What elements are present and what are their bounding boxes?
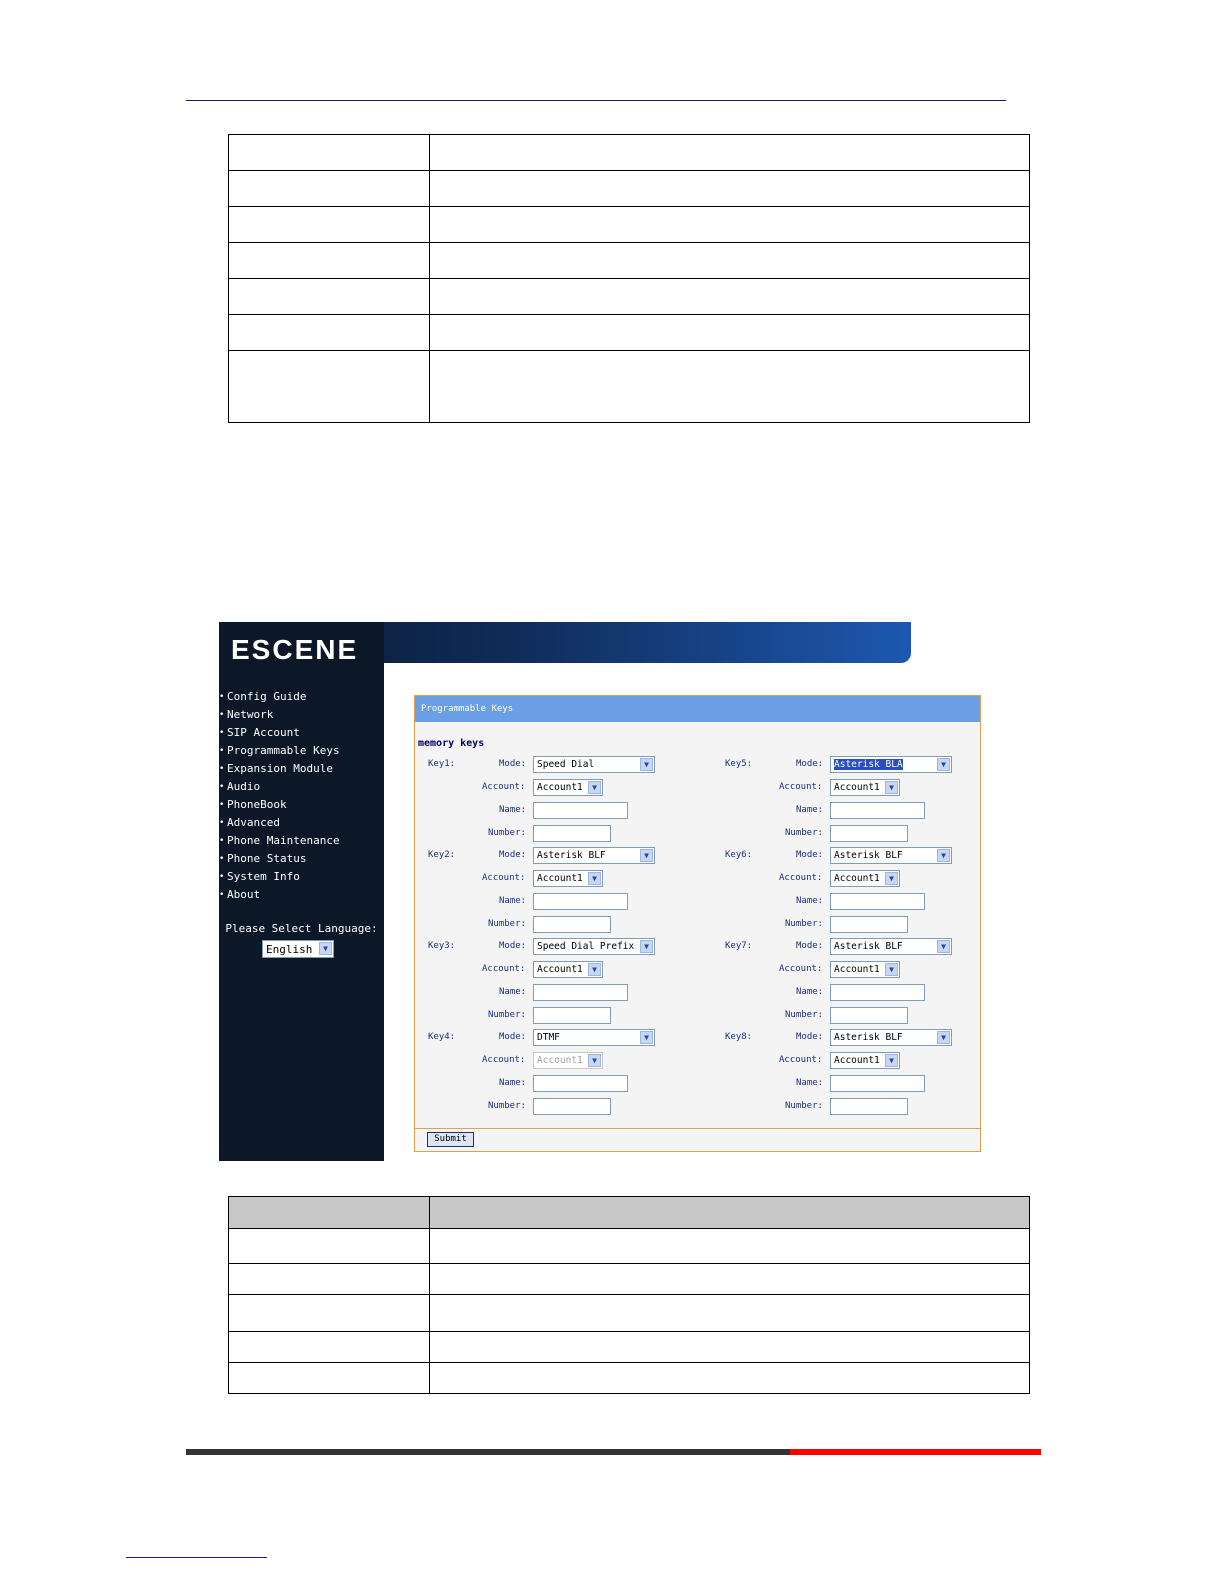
name-label: Name: [499, 987, 527, 997]
account-select-value: Account1 [834, 1055, 880, 1066]
number-input[interactable] [830, 1098, 908, 1115]
sidebar-item-label: PhoneBook [227, 798, 287, 811]
sidebar-item[interactable] [219, 868, 384, 886]
key-label: Key1: [428, 759, 456, 769]
sidebar-item[interactable] [219, 742, 384, 760]
sidebar-item-label: Network [227, 708, 274, 721]
name-input[interactable] [533, 802, 628, 819]
mode-select-value: Speed Dial Prefix [537, 941, 635, 952]
account-select[interactable] [830, 1052, 900, 1069]
bullet-icon: • [219, 746, 225, 756]
chevron-down-icon[interactable]: ▼ [640, 758, 653, 771]
language-label: Please Select Language: [225, 922, 378, 935]
sidebar-item-label: Programmable Keys [227, 744, 340, 757]
name-label: Name: [499, 1078, 527, 1088]
key-label: Key8: [725, 1032, 753, 1042]
key-label: Key7: [725, 941, 753, 951]
name-label: Name: [499, 896, 527, 906]
chevron-down-icon[interactable]: ▼ [885, 963, 898, 976]
name-label: Name: [796, 896, 824, 906]
sidebar-item-label: Phone Status [227, 852, 307, 865]
sidebar-item[interactable] [219, 778, 384, 796]
sidebar-item[interactable] [219, 814, 384, 832]
mode-select[interactable] [533, 1029, 655, 1046]
name-input[interactable] [830, 1075, 925, 1092]
mode-select[interactable] [830, 847, 952, 864]
chevron-down-icon[interactable]: ▼ [885, 781, 898, 794]
account-select [533, 1052, 603, 1069]
section-title: memory keys [418, 738, 485, 749]
sidebar-item-label: Config Guide [227, 690, 307, 703]
account-select-value: Account1 [537, 1055, 583, 1066]
name-label: Name: [796, 987, 824, 997]
bullet-icon: • [219, 764, 225, 774]
mode-label: Mode: [499, 941, 527, 951]
chevron-down-icon[interactable]: ▼ [885, 872, 898, 885]
name-label: Name: [499, 805, 527, 815]
mode-select-value: Asterisk BLF [834, 941, 903, 952]
account-select[interactable] [830, 779, 900, 796]
account-select-value: Account1 [834, 964, 880, 975]
sidebar-item[interactable] [219, 832, 384, 850]
number-input[interactable] [533, 916, 611, 933]
account-select[interactable] [830, 870, 900, 887]
content-corner [384, 663, 911, 687]
mode-label: Mode: [499, 1032, 527, 1042]
name-label: Name: [796, 805, 824, 815]
account-label: Account: [482, 873, 526, 883]
mode-select-value: DTMF [537, 1032, 560, 1043]
chevron-down-icon: ▼ [588, 1054, 601, 1067]
account-select-value: Account1 [537, 782, 583, 793]
mode-select-value: Speed Dial [537, 759, 595, 770]
number-label: Number: [488, 1101, 526, 1111]
sidebar-item[interactable] [219, 706, 384, 724]
number-input[interactable] [830, 825, 908, 842]
mode-select-value: Asterisk BLF [834, 850, 903, 861]
bullet-icon: • [219, 818, 225, 828]
submit-button[interactable]: Submit [427, 1132, 474, 1147]
account-select-value: Account1 [834, 782, 880, 793]
web-ui-screenshot [219, 622, 983, 1161]
account-select[interactable] [533, 870, 603, 887]
chevron-down-icon[interactable]: ▼ [640, 849, 653, 862]
account-label: Account: [482, 964, 526, 974]
number-input[interactable] [830, 1007, 908, 1024]
sidebar-item[interactable] [219, 850, 384, 868]
key-label: Key5: [725, 759, 753, 769]
bullet-icon: • [219, 692, 225, 702]
footer-bar-dark [186, 1449, 790, 1455]
chevron-down-icon[interactable]: ▼ [937, 940, 950, 953]
chevron-down-icon[interactable]: ▼ [588, 872, 601, 885]
chevron-down-icon[interactable]: ▼ [937, 849, 950, 862]
key-label: Key3: [428, 941, 456, 951]
account-select-value: Account1 [537, 964, 583, 975]
mode-select[interactable] [830, 756, 952, 773]
number-input[interactable] [830, 916, 908, 933]
programmable-keys-panel [414, 695, 981, 1152]
chevron-down-icon[interactable]: ▼ [640, 940, 653, 953]
footer-link-underline [126, 1557, 267, 1558]
mode-select[interactable] [533, 756, 655, 773]
number-input[interactable] [533, 1098, 611, 1115]
chevron-down-icon[interactable]: ▼ [588, 781, 601, 794]
number-label: Number: [785, 919, 823, 929]
name-input[interactable] [533, 893, 628, 910]
sidebar-item[interactable] [219, 688, 384, 706]
language-select[interactable] [262, 940, 334, 958]
number-input[interactable] [533, 825, 611, 842]
chevron-down-icon[interactable]: ▼ [588, 963, 601, 976]
account-select[interactable] [533, 961, 603, 978]
name-input[interactable] [830, 984, 925, 1001]
sidebar-item-label: System Info [227, 870, 300, 883]
account-label: Account: [482, 782, 526, 792]
header-rule [186, 100, 1006, 101]
account-label: Account: [482, 1055, 526, 1065]
mode-select-value: Asterisk BLF [834, 1032, 903, 1043]
escene-logo: ESCENE [231, 634, 359, 665]
key-label: Key6: [725, 850, 753, 860]
bullet-icon: • [219, 854, 225, 864]
number-label: Number: [488, 828, 526, 838]
key-label: Key2: [428, 850, 456, 860]
language-value: English [266, 943, 313, 956]
sidebar-item[interactable] [219, 760, 384, 778]
number-label: Number: [785, 828, 823, 838]
sidebar-item-label: Advanced [227, 816, 280, 829]
mode-select[interactable] [533, 847, 655, 864]
panel-title: Programmable Keys [415, 696, 980, 722]
bullet-icon: • [219, 782, 225, 792]
sidebar-menu [219, 688, 384, 904]
mode-label: Mode: [499, 850, 527, 860]
account-select[interactable] [533, 779, 603, 796]
account-select[interactable] [830, 961, 900, 978]
number-label: Number: [488, 919, 526, 929]
mode-label: Mode: [796, 850, 824, 860]
sidebar-item[interactable] [219, 886, 384, 904]
number-label: Number: [488, 1010, 526, 1020]
footer-bar-red [790, 1449, 1041, 1455]
sidebar-item-label: Expansion Module [227, 762, 333, 775]
chevron-down-icon[interactable]: ▼ [640, 1031, 653, 1044]
account-label: Account: [779, 873, 823, 883]
name-label: Name: [796, 1078, 824, 1088]
mode-select-value: Asterisk BLA [834, 759, 903, 770]
account-select-value: Account1 [537, 873, 583, 884]
mode-select[interactable] [533, 938, 655, 955]
account-select-value: Account1 [834, 873, 880, 884]
mode-label: Mode: [499, 759, 527, 769]
name-input[interactable] [533, 1075, 628, 1092]
number-label: Number: [785, 1101, 823, 1111]
name-input[interactable] [830, 802, 925, 819]
bullet-icon: • [219, 836, 225, 846]
account-label: Account: [779, 964, 823, 974]
account-label: Account: [779, 1055, 823, 1065]
sidebar-item-label: SIP Account [227, 726, 300, 739]
chevron-down-icon[interactable]: ▼ [937, 758, 950, 771]
mode-select[interactable] [830, 938, 952, 955]
mode-select[interactable] [830, 1029, 952, 1046]
sidebar-item[interactable] [219, 724, 384, 742]
chevron-down-icon[interactable]: ▼ [937, 1031, 950, 1044]
account-label: Account: [779, 782, 823, 792]
bullet-icon: • [219, 872, 225, 882]
bullet-icon: • [219, 710, 225, 720]
chevron-down-icon[interactable]: ▼ [885, 1054, 898, 1067]
name-input[interactable] [533, 984, 628, 1001]
bullet-icon: • [219, 800, 225, 810]
number-input[interactable] [533, 1007, 611, 1024]
mode-select-value: Asterisk BLF [537, 850, 606, 861]
mode-label: Mode: [796, 1032, 824, 1042]
chevron-down-icon[interactable]: ▼ [319, 942, 332, 955]
key-label: Key4: [428, 1032, 456, 1042]
name-input[interactable] [830, 893, 925, 910]
bullet-icon: • [219, 728, 225, 738]
sidebar-item-label: Phone Maintenance [227, 834, 340, 847]
number-label: Number: [785, 1010, 823, 1020]
sidebar [219, 622, 384, 1161]
bullet-icon: • [219, 890, 225, 900]
sidebar-item-label: Audio [227, 780, 261, 793]
sidebar-item-label: About [227, 888, 261, 901]
mode-label: Mode: [796, 759, 824, 769]
bottom-table [228, 1196, 1030, 1394]
sidebar-item[interactable] [219, 796, 384, 814]
submit-divider [415, 1128, 980, 1129]
top-table [228, 134, 1030, 423]
mode-label: Mode: [796, 941, 824, 951]
